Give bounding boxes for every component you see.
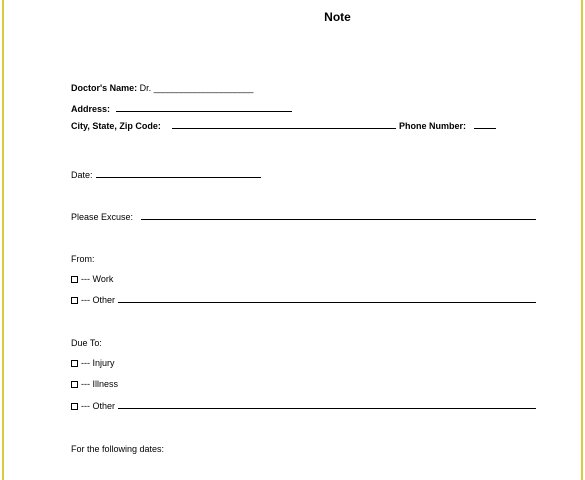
following-dates-label: For the following dates:	[71, 444, 165, 454]
from-other-field[interactable]	[118, 302, 536, 303]
date-field[interactable]	[96, 177, 261, 178]
due-injury-option[interactable]	[71, 357, 115, 369]
city-state-zip-label: City, State, Zip Code:	[71, 121, 161, 131]
due-illness-option[interactable]	[71, 378, 118, 390]
from-other-option[interactable]	[71, 294, 115, 306]
page-title: Note	[324, 10, 351, 24]
please-excuse-field[interactable]	[141, 219, 536, 220]
phone-number-label: Phone Number:	[399, 121, 467, 131]
address-field[interactable]	[116, 111, 292, 112]
phone-number-field[interactable]	[474, 128, 496, 129]
illness-option-label: --- Illness	[81, 379, 119, 389]
from-other-option-label: --- Other	[81, 295, 116, 305]
injury-checkbox[interactable]	[71, 360, 78, 367]
work-checkbox[interactable]	[71, 276, 78, 283]
work-option-label: --- Work	[81, 274, 114, 284]
due-to-label: Due To:	[71, 338, 102, 348]
injury-option-label: --- Injury	[81, 358, 115, 368]
due-other-field[interactable]	[118, 408, 536, 409]
due-other-checkbox[interactable]	[71, 403, 78, 410]
address-label: Address:	[71, 104, 111, 114]
doctor-name-label: Doctor's Name:	[71, 83, 138, 93]
please-excuse-label: Please Excuse:	[71, 212, 134, 222]
doctor-name-row	[71, 82, 253, 94]
from-label: From:	[71, 254, 95, 264]
doctor-name-blank[interactable]: ______________________	[153, 83, 253, 93]
note-page	[2, 0, 583, 480]
doctor-prefix: Dr.	[139, 83, 152, 93]
from-work-option[interactable]	[71, 273, 113, 285]
due-other-option[interactable]	[71, 400, 115, 412]
due-other-option-label: --- Other	[81, 401, 116, 411]
from-other-checkbox[interactable]	[71, 297, 78, 304]
date-label: Date:	[71, 170, 93, 180]
city-state-zip-field[interactable]	[172, 128, 396, 129]
illness-checkbox[interactable]	[71, 381, 78, 388]
